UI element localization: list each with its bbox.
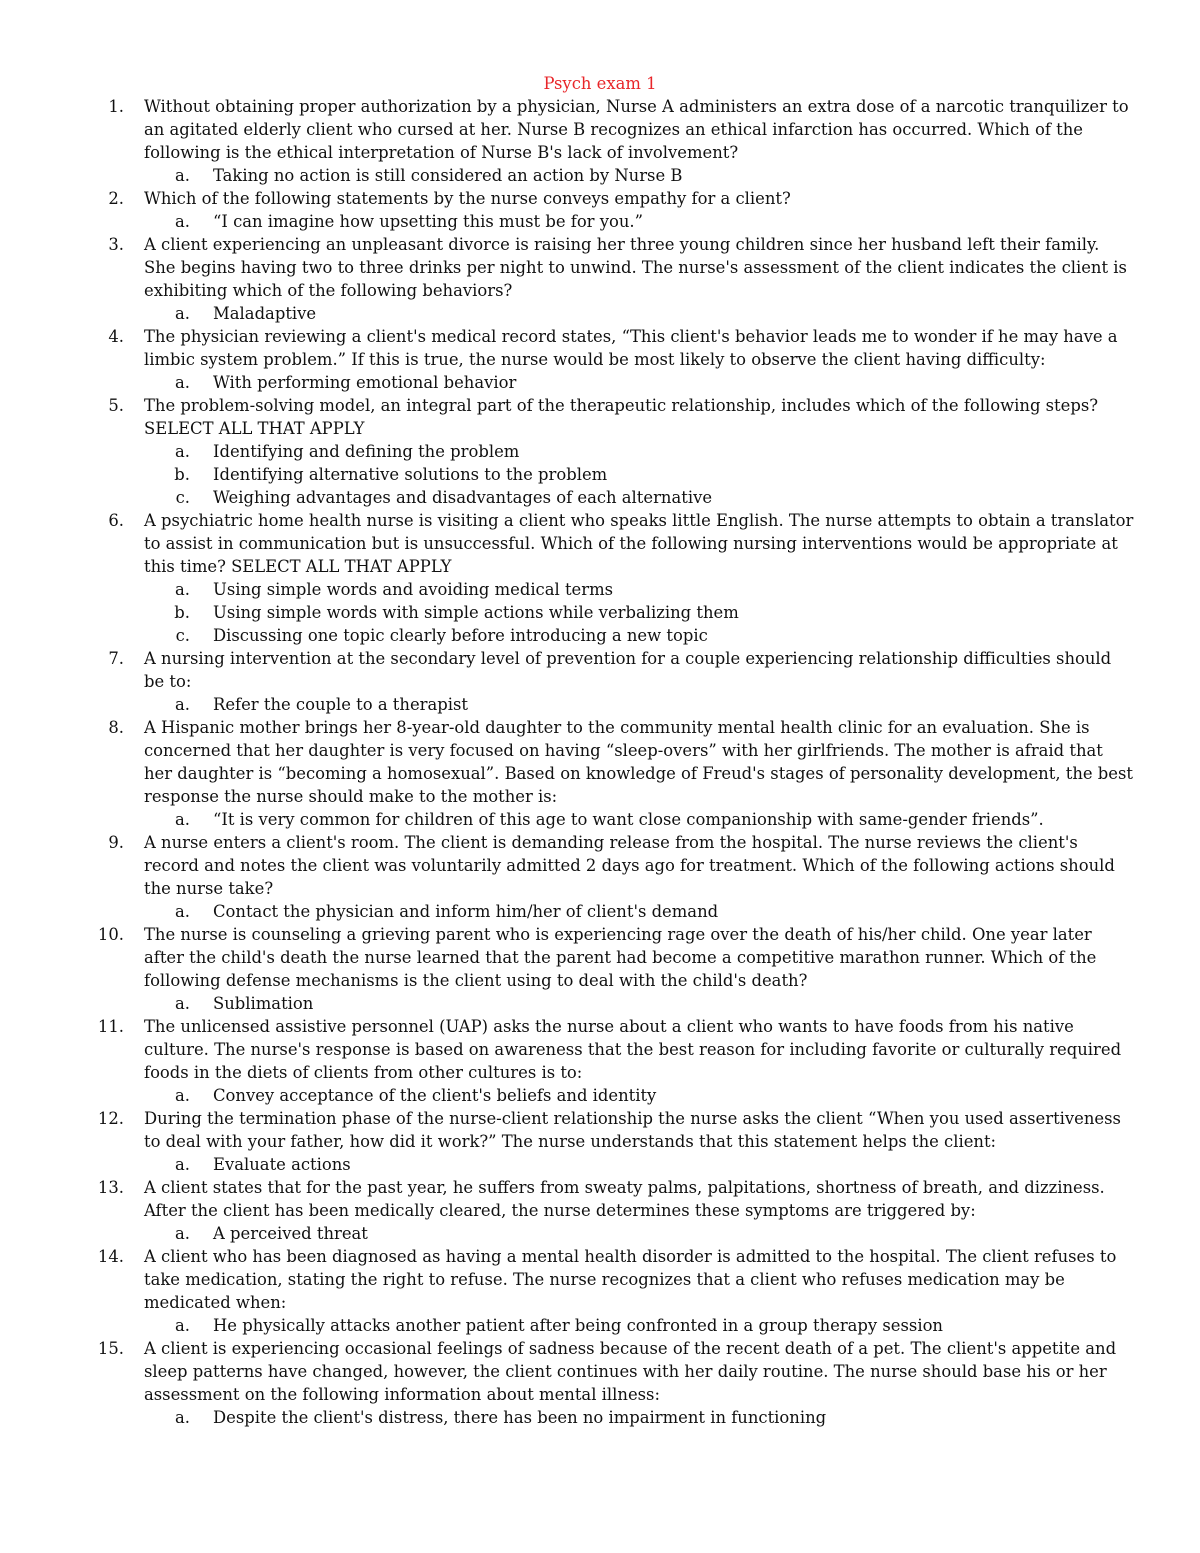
answer-text: “It is very common for children of this age to want close companionship with same-gender friends”. [213, 810, 1044, 829]
question-number: 14. [97, 1247, 124, 1266]
answer-text: Taking no action is still considered an action by Nurse B [213, 166, 683, 185]
answer-letter: a. [175, 212, 190, 231]
answer-letter: a. [175, 1086, 190, 1105]
question-text: A nurse enters a client's room. The client is demanding release from the hospital. The nurse reviews the client's record and notes the client was voluntarily admitted 2 days ago for treatment. Which of the following actions should the nurse take? [144, 833, 1115, 898]
question-text: The problem-solving model, an integral part of the therapeutic relationship, includes which of the following steps? SELECT ALL THAT APPLY [144, 396, 1099, 438]
question-text: The physician reviewing a client's medical record states, “This client's behavior leads me to wonder if he may have a limbic system problem.” If this is true, the nurse would be most likely to observe the client having difficulty: [144, 327, 1118, 369]
question-item [0, 394, 1200, 440]
question-text: During the termination phase of the nurse-client relationship the nurse asks the client “When you used assertiveness to deal with your father, how did it work?” The nurse understands that this statement helps the client: [144, 1109, 1121, 1151]
question-number: 12. [97, 1109, 124, 1128]
question-text: A client experiencing an unpleasant divorce is raising her three young children since her husband left their family. She begins having two to three drinks per night to unwind. The nurse's assessment of the client indicates the client is exhibiting which of the following behaviors? [144, 235, 1127, 300]
answer-item [0, 992, 1200, 1015]
answer-item [0, 624, 1200, 647]
answer-text: Using simple words and avoiding medical terms [213, 580, 614, 599]
answer-item [0, 578, 1200, 601]
question-number: 3. [108, 235, 124, 254]
answer-letter: a. [175, 994, 190, 1013]
answer-text: Identifying alternative solutions to the problem [213, 465, 608, 484]
question-text: A client states that for the past year, he suffers from sweaty palms, palpitations, shortness of breath, and dizziness. After the client has been medically cleared, the nurse determines these symptoms are triggered by: [144, 1178, 1105, 1220]
answer-item [0, 463, 1200, 486]
answer-letter: a. [175, 442, 190, 461]
answer-item [0, 601, 1200, 624]
question-text: The unlicensed assistive personnel (UAP) asks the nurse about a client who wants to have foods from his native culture. The nurse's response is based on awareness that the best reason for including favorite or culturally required foods in the diets of clients from other cultures is to: [144, 1017, 1122, 1082]
question-number: 13. [97, 1178, 124, 1197]
answer-letter: a. [175, 166, 190, 185]
answer-letter: a. [175, 580, 190, 599]
answer-text: Using simple words with simple actions while verbalizing them [213, 603, 739, 622]
answer-letter: c. [175, 488, 190, 507]
question-item [0, 1337, 1200, 1406]
question-number: 2. [108, 189, 124, 208]
question-number: 1. [108, 97, 124, 116]
answer-text: Discussing one topic clearly before introducing a new topic [213, 626, 708, 645]
answer-text: Sublimation [213, 994, 314, 1013]
question-text: Which of the following statements by the nurse conveys empathy for a client? [144, 189, 791, 208]
answer-letter: a. [175, 304, 190, 323]
answer-text: Convey acceptance of the client's beliefs and identity [213, 1086, 657, 1105]
question-item [0, 233, 1200, 302]
question-number: 5. [108, 396, 124, 415]
question-number: 4. [108, 327, 124, 346]
answer-letter: b. [174, 465, 190, 484]
answer-text: Weighing advantages and disadvantages of each alternative [213, 488, 713, 507]
question-item [0, 1015, 1200, 1084]
answer-text: Evaluate actions [213, 1155, 351, 1174]
answer-text: Despite the client's distress, there has been no impairment in functioning [213, 1408, 827, 1427]
question-number: 11. [97, 1017, 124, 1036]
question-item [0, 325, 1200, 371]
answer-item [0, 210, 1200, 233]
answer-text: He physically attacks another patient after being confronted in a group therapy session [213, 1316, 943, 1335]
answer-letter: a. [175, 1155, 190, 1174]
answer-item [0, 440, 1200, 463]
answer-text: With performing emotional behavior [213, 373, 517, 392]
answer-letter: a. [175, 1224, 190, 1243]
answer-text: Maladaptive [213, 304, 317, 323]
answer-item [0, 164, 1200, 187]
question-item [0, 1176, 1200, 1222]
answer-text: “I can imagine how upsetting this must be for you.” [213, 212, 644, 231]
answer-item [0, 371, 1200, 394]
question-item [0, 716, 1200, 808]
answer-text: Contact the physician and inform him/her of client's demand [213, 902, 719, 921]
question-text: A client is experiencing occasional feelings of sadness because of the recent death of a pet. The client's appetite and sleep patterns have changed, however, the client continues with her daily routine. The nurse should base his or her assessment on the following information about mental illness: [144, 1339, 1117, 1404]
question-number: 8. [108, 718, 124, 737]
page-title: Psych exam 1 [543, 74, 657, 93]
question-item [0, 923, 1200, 992]
question-item [0, 187, 1200, 210]
question-number: 10. [97, 925, 124, 944]
answer-letter: a. [175, 373, 190, 392]
question-number: 9. [108, 833, 124, 852]
answer-text: A perceived threat [213, 1224, 368, 1243]
answer-letter: a. [175, 1408, 190, 1427]
answer-item [0, 1153, 1200, 1176]
answer-item [0, 1222, 1200, 1245]
answer-item [0, 1314, 1200, 1337]
answer-letter: c. [175, 626, 190, 645]
answer-item [0, 302, 1200, 325]
answer-item [0, 486, 1200, 509]
answer-item [0, 808, 1200, 831]
answer-letter: a. [175, 1316, 190, 1335]
answer-item [0, 1406, 1200, 1429]
answer-item [0, 1084, 1200, 1107]
question-text: A Hispanic mother brings her 8-year-old daughter to the community mental health clinic for an evaluation. She is concerned that her daughter is very focused on having “sleep-overs” with her girlfriends. The mother is afraid that her daughter is “becoming a homosexual”. Based on knowledge of Freud's stages of personality development, the best response the nurse should make to the mother is: [144, 718, 1133, 806]
question-number: 15. [97, 1339, 124, 1358]
answer-item [0, 900, 1200, 923]
question-item [0, 831, 1200, 900]
question-item [0, 647, 1200, 693]
answer-text: Identifying and defining the problem [213, 442, 520, 461]
answer-letter: a. [175, 902, 190, 921]
answer-letter: b. [174, 603, 190, 622]
question-number: 6. [108, 511, 124, 530]
question-item [0, 95, 1200, 164]
question-list [0, 95, 1200, 1429]
question-text: A client who has been diagnosed as having a mental health disorder is admitted to the hospital. The client refuses to take medication, stating the right to refuse. The nurse recognizes that a client who refuses medication may be medicated when: [144, 1247, 1117, 1312]
question-item [0, 509, 1200, 578]
question-text: Without obtaining proper authorization by a physician, Nurse A administers an extra dose of a narcotic tranquilizer to an agitated elderly client who cursed at her. Nurse B recognizes an ethical infarction has occurred. Which of the following is the ethical interpretation of Nurse B's lack of involvement? [144, 97, 1129, 162]
question-text: A psychiatric home health nurse is visiting a client who speaks little English. The nurse attempts to obtain a translator to assist in communication but is unsuccessful. Which of the following nursing interventions would be appropriate at this time? SELECT ALL THAT APPLY [144, 511, 1134, 576]
question-item [0, 1245, 1200, 1314]
answer-item [0, 693, 1200, 716]
answer-letter: a. [175, 695, 190, 714]
question-item [0, 1107, 1200, 1153]
question-text: The nurse is counseling a grieving parent who is experiencing rage over the death of his/her child. One year later after the child's death the nurse learned that the parent had become a competitive marathon runner. Which of the following defense mechanisms is the client using to deal with the child's death? [144, 925, 1097, 990]
answer-letter: a. [175, 810, 190, 829]
question-number: 7. [108, 649, 124, 668]
question-text: A nursing intervention at the secondary level of prevention for a couple experiencing relationship difficulties should be to: [144, 649, 1112, 691]
answer-text: Refer the couple to a therapist [213, 695, 468, 714]
